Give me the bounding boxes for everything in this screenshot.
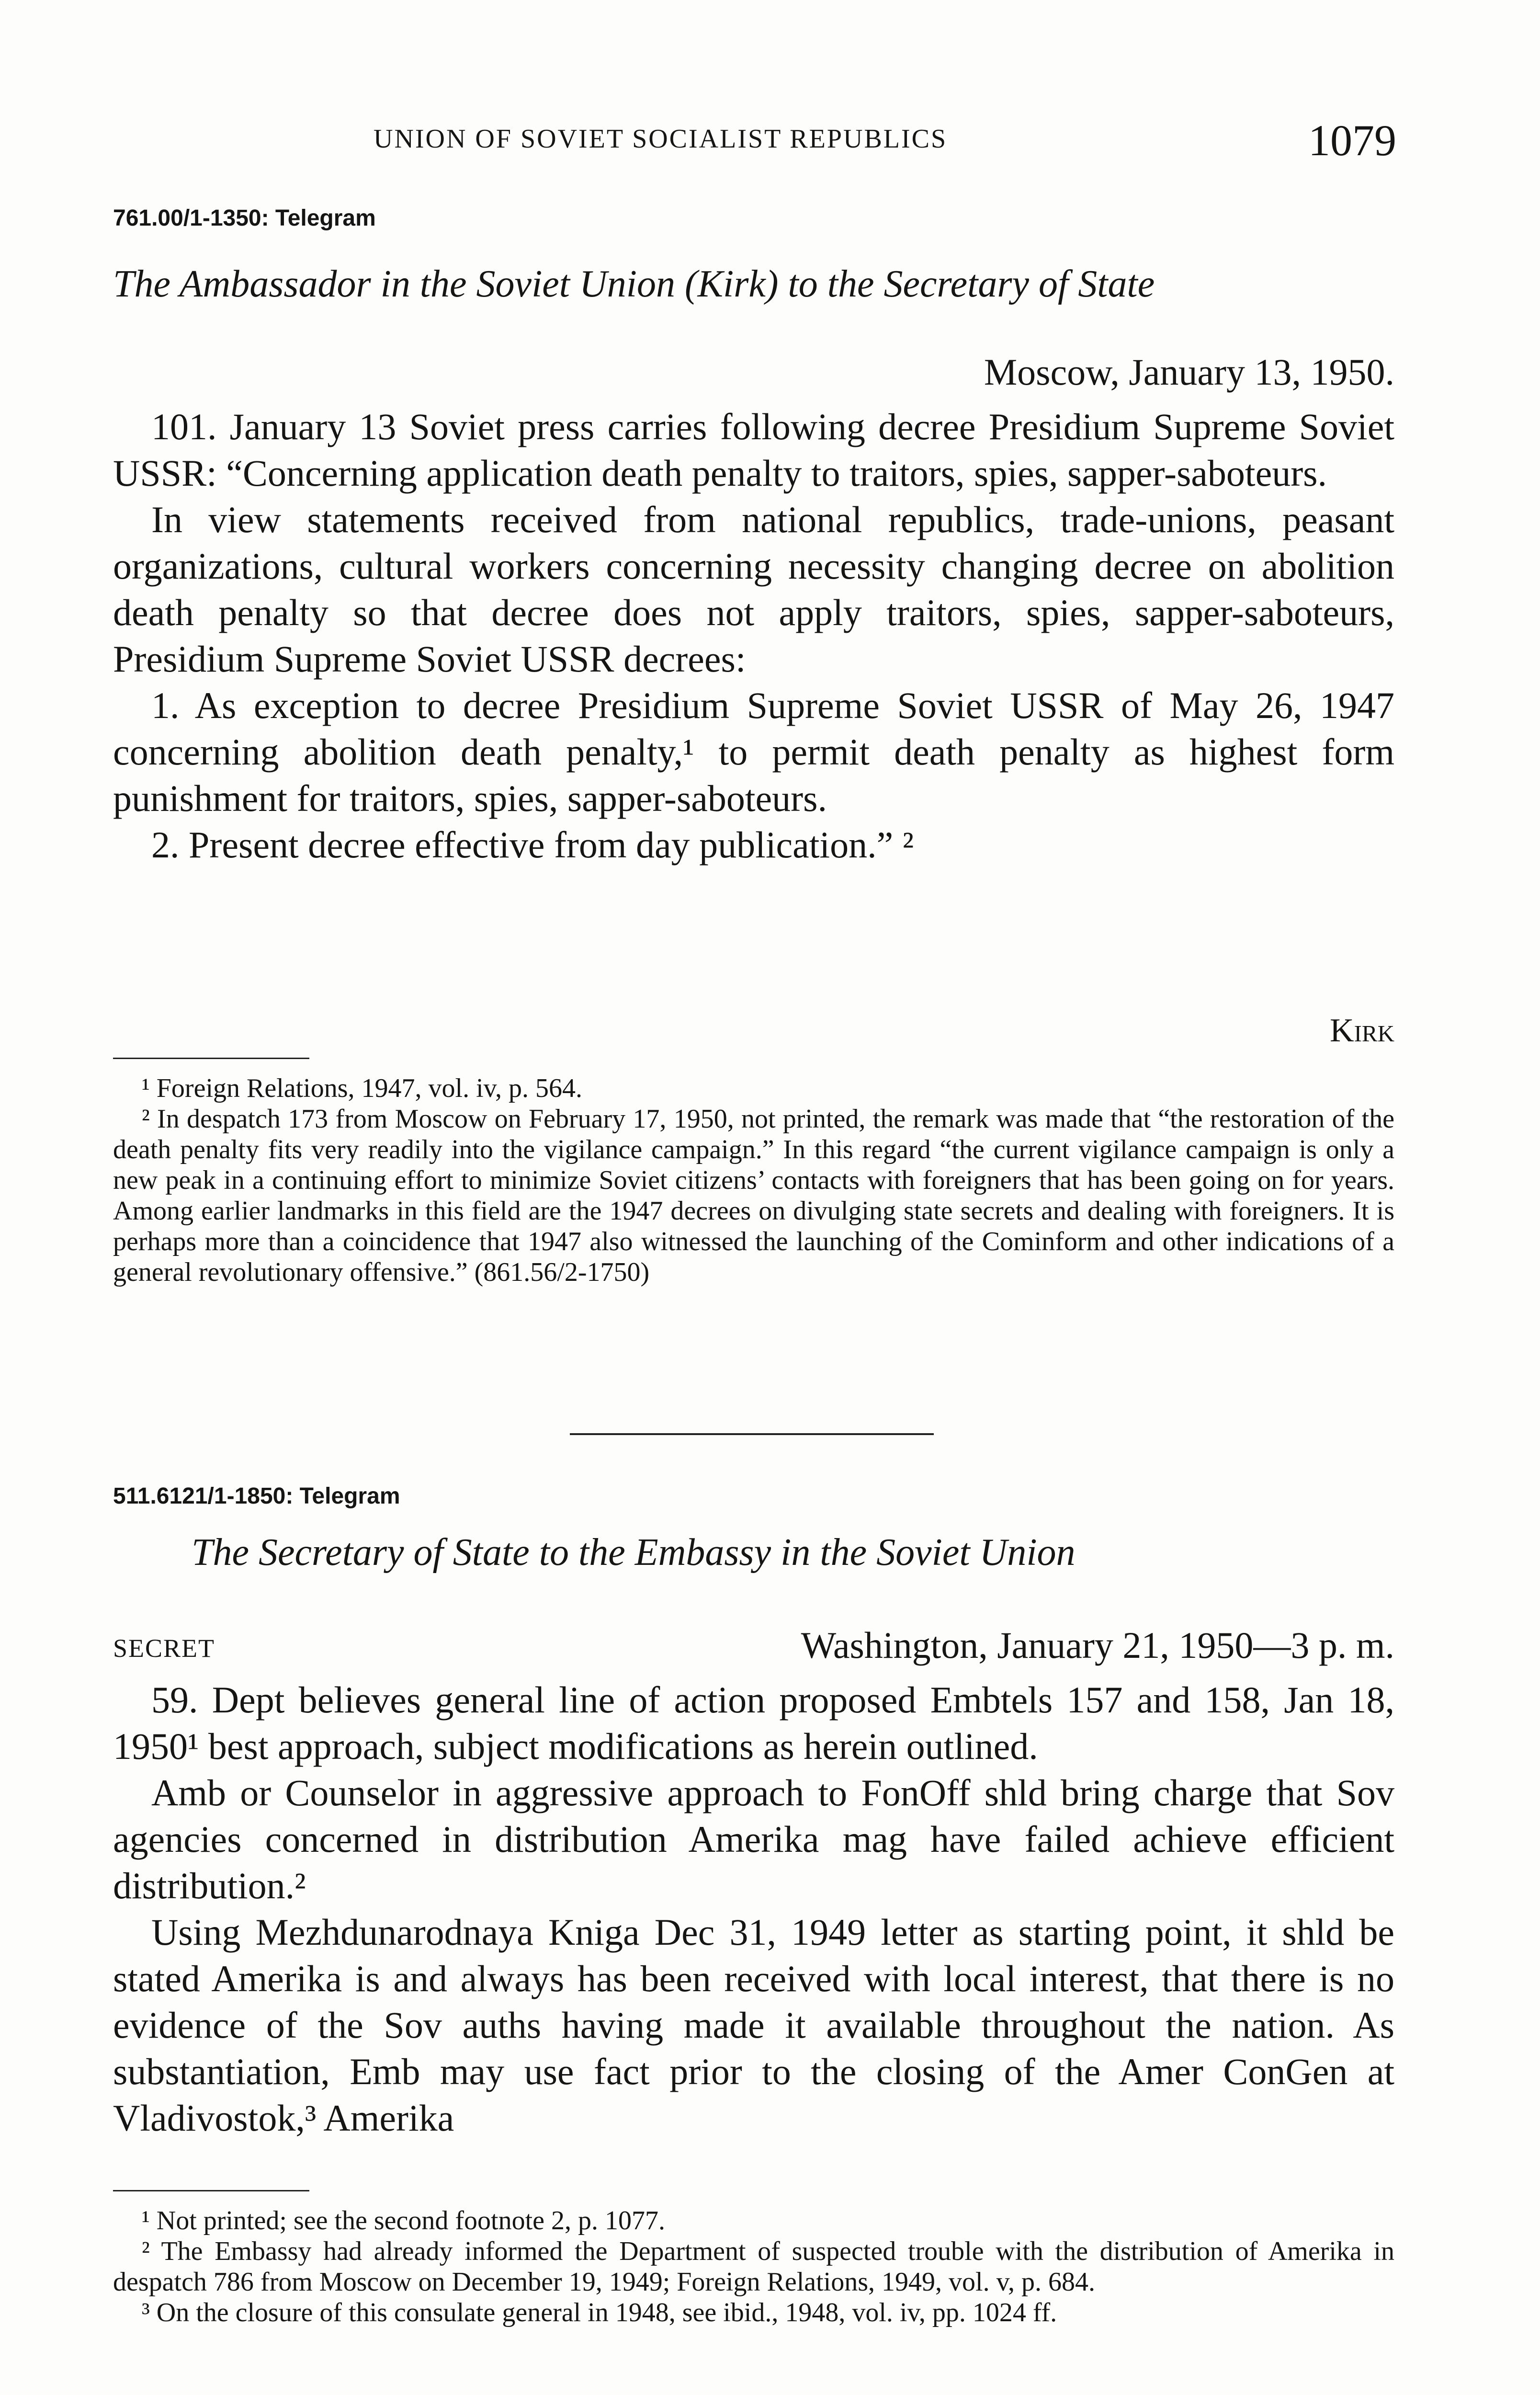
doc2-file-ref: 511.6121/1-1850: Telegram xyxy=(113,1483,400,1509)
doc2-paragraph: 59. Dept believes general line of action proposed Embtels 157 and 158, Jan 18, 1950¹ best approach, subject modifications as herein outlined. xyxy=(113,1679,1394,1767)
doc1-dateline: Moscow, January 13, 1950. xyxy=(984,351,1394,393)
doc2-footnotes xyxy=(113,2205,1394,2328)
doc2-body xyxy=(113,1676,1394,2141)
page-number: 1079 xyxy=(1308,116,1396,165)
running-head: UNION OF SOVIET SOCIALIST REPUBLICS xyxy=(374,124,948,154)
doc1-file-ref: 761.00/1-1350: Telegram xyxy=(113,205,376,231)
doc1-body xyxy=(113,403,1394,868)
doc2-dateline: Washington, January 21, 1950—3 p. m. xyxy=(801,1624,1394,1666)
doc1-paragraph: 1. As exception to decree Presidium Supreme Soviet USSR of May 26, 1947 concerning abolition death penalty,¹ to permit death penalty as highest form punishment for traitors, spies, sapper-saboteurs. xyxy=(113,684,1394,819)
doc1-footnote: ¹ Foreign Relations, 1947, vol. iv, p. 564. xyxy=(142,1073,583,1103)
doc1-footnote-rule xyxy=(113,1058,309,1059)
doc1-signature: Kirk xyxy=(1330,1012,1394,1049)
doc2-footnote-rule xyxy=(113,2190,309,2191)
doc1-heading: The Ambassador in the Soviet Union (Kirk) to the Secretary of State xyxy=(113,263,1155,305)
doc1-footnotes xyxy=(113,1073,1394,1288)
doc2-heading: The Secretary of State to the Embassy in the Soviet Union xyxy=(192,1531,1076,1574)
doc1-paragraph: In view statements received from national republics, trade-unions, peasant organizations, cultural workers concerning necessity changing decree on abolition death penalty so that decree does not apply traitors, spies, sapper-saboteurs, Presidium Supreme Soviet USSR decrees: xyxy=(113,499,1394,680)
document-separator xyxy=(570,1433,934,1435)
doc2-footnote: ³ On the closure of this consulate general in 1948, see ibid., 1948, vol. iv, pp. 1024 ff. xyxy=(142,2298,1057,2327)
doc2-footnote: ¹ Not printed; see the second footnote 2, p. 1077. xyxy=(142,2206,666,2235)
doc2-paragraph: Using Mezhdunarodnaya Kniga Dec 31, 1949 letter as starting point, it shld be stated Amerika is and always has been received with local interest, that there is no evidence of the Sov auths having made it available throughout the nation. As substantiation, Emb may use fact prior to the closing of the Amer ConGen at Vladivostok,³ Amerika xyxy=(113,1911,1394,2139)
doc2-paragraph: Amb or Counselor in aggressive approach to FonOff shld bring charge that Sov agencies concerned in distribution Amerika mag have failed achieve efficient distribution.² xyxy=(113,1772,1394,1906)
doc2-footnote: ² The Embassy had already informed the Department of suspected trouble with the distribution of Amerika in despatch 786 from Moscow on December 19, 1949; Foreign Relations, 1949, vol. v, p. 684. xyxy=(113,2236,1394,2297)
doc1-footnote: ² In despatch 173 from Moscow on February 17, 1950, not printed, the remark was made that “the restoration of the death penalty fits very readily into the vigilance campaign.” In this regard “the current vigilance campaign is only a new peak in a continuing effort to minimize Soviet citizens’ contacts with foreigners that has been going on for years. Among earlier landmarks in this field are the 1947 decrees on divulging state secrets and dealing with foreigners. It is perhaps more than a coincidence that 1947 also witnessed the launching of the Cominform and other indications of a general revolutionary offensive.” (861.56/2-1750) xyxy=(113,1104,1394,1287)
doc1-paragraph: 2. Present decree effective from day publication.” ² xyxy=(151,824,914,866)
doc1-paragraph: 101. January 13 Soviet press carries following decree Presidium Supreme Soviet USSR: “Concerning application death penalty to traitors, spies, sapper-saboteurs. xyxy=(113,406,1394,494)
doc2-classification: SECRET xyxy=(113,1634,215,1663)
